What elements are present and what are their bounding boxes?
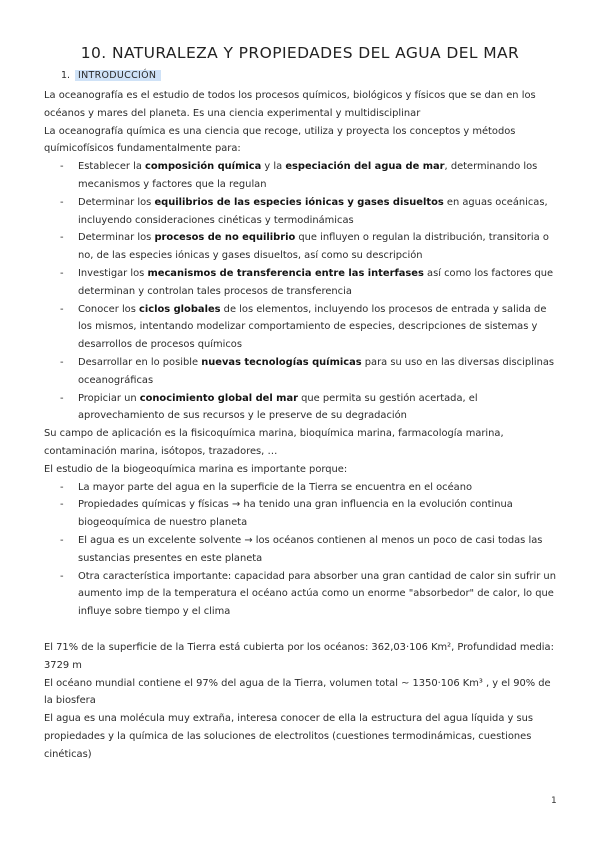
biogeo-list bbox=[44, 479, 556, 621]
page-title: 10. NATURALEZA Y PROPIEDADES DEL AGUA DEL MAR bbox=[80, 44, 520, 62]
field-paragraph: Su campo de aplicación es la fisicoquímica marina, bioquímica marina, farmacología marina, contaminación marina, isótopos, trazadores, … bbox=[44, 428, 504, 457]
dash-bullet: - bbox=[60, 534, 64, 546]
paragraph-gap bbox=[44, 621, 556, 639]
dash-bullet: - bbox=[60, 196, 64, 208]
list-item: - Conocer los ciclos globales de los elementos, incluyendo los procesos de entrada y salida de los mismos, intentando modelizar comportamiento de especies, descripciones de sistemas y desarrollos de procesos químicos bbox=[44, 301, 556, 354]
list-item: - La mayor parte del agua en la superficie de la Tierra se encuentra en el océano bbox=[44, 479, 556, 497]
list-item: - Propiciar un conocimiento global del mar que permita su gestión acertada, el aprovechamiento de sus recursos y le preserve de su degradación bbox=[44, 390, 556, 426]
list-item: - Determinar los equilibrios de las especies iónicas y gases disueltos en aguas oceánicas, incluyendo consideraciones cinéticas y termodinámicas bbox=[44, 194, 556, 230]
list-item: - Establecer la composición química y la especiación del agua de mar, determinando los mecanismos y factores que la regulan bbox=[44, 158, 556, 194]
list-item: - Determinar los procesos de no equilibrio que influyen o regulan la distribución, transitoria o no, de las especies iónicas y gases disueltos, así como su descripción bbox=[44, 229, 556, 265]
list-item: - Desarrollar en lo posible nuevas tecnologías químicas para su uso en las diversas disciplinas oceanográficas bbox=[44, 354, 556, 390]
dash-bullet: - bbox=[60, 303, 64, 315]
list-item: - El agua es un excelente solvente → los océanos contienen al menos un poco de casi todas las sustancias presentes en este planeta bbox=[44, 532, 556, 568]
page-number: 1 bbox=[551, 796, 557, 806]
fact-paragraph: El 71% de la superficie de la Tierra está cubierta por los océanos: 362,03·106 Km², Profundidad media: 3729 m bbox=[44, 641, 554, 671]
dash-bullet: - bbox=[60, 161, 64, 173]
list-item: - Otra característica importante: capacidad para absorber una gran cantidad de calor sin sufrir un aumento imp de la temperatura el océano actúa como un enorme "absorbedor" de calor, lo que influye sobre tiempo y el clima bbox=[44, 568, 556, 621]
intro-paragraph-2: La oceanografía química es una ciencia que recoge, utiliza y proyecta los conceptos y métodos químicofísicos fundamentalmente para: bbox=[44, 125, 516, 155]
objectives-list bbox=[44, 158, 556, 425]
dash-bullet: - bbox=[60, 481, 64, 493]
dash-bullet: - bbox=[60, 499, 64, 511]
dash-bullet: - bbox=[60, 570, 64, 582]
dash-bullet: - bbox=[60, 356, 64, 368]
intro-paragraph: La oceanografía es el estudio de todos los procesos químicos, biológicos y físicos que se dan en los océanos y mares del planeta. Es una ciencia experimental y multidisciplinar bbox=[44, 90, 536, 119]
section-label: INTRODUCCIÓN bbox=[75, 70, 161, 81]
dash-bullet: - bbox=[60, 232, 64, 244]
biogeo-intro: El estudio de la biogeoquímica marina es importante porque: bbox=[44, 463, 348, 475]
list-item: - Propiedades químicas y físicas → ha tenido una gran influencia en la evolución continua biogeoquímica de nuestro planeta bbox=[44, 496, 556, 532]
list-item: - Investigar los mecanismos de transferencia entre las interfases así como los factores que determinan y controlan tales procesos de transferencia bbox=[44, 265, 556, 301]
document-body bbox=[44, 87, 556, 763]
section-number: 1. bbox=[61, 70, 71, 81]
dash-bullet: - bbox=[60, 392, 64, 404]
section-heading bbox=[61, 68, 161, 83]
fact-paragraph: El agua es una molécula muy extraña, interesa conocer de ella la estructura del agua líquida y sus propiedades y la química de las soluciones de electrolitos (cuestiones termodinámicas, cuestiones cinéticas) bbox=[44, 713, 534, 760]
fact-paragraph: El océano mundial contiene el 97% del agua de la Tierra, volumen total ~ 1350·106 Km³ , y el 90% de la biosfera bbox=[44, 677, 551, 707]
dash-bullet: - bbox=[60, 267, 64, 279]
